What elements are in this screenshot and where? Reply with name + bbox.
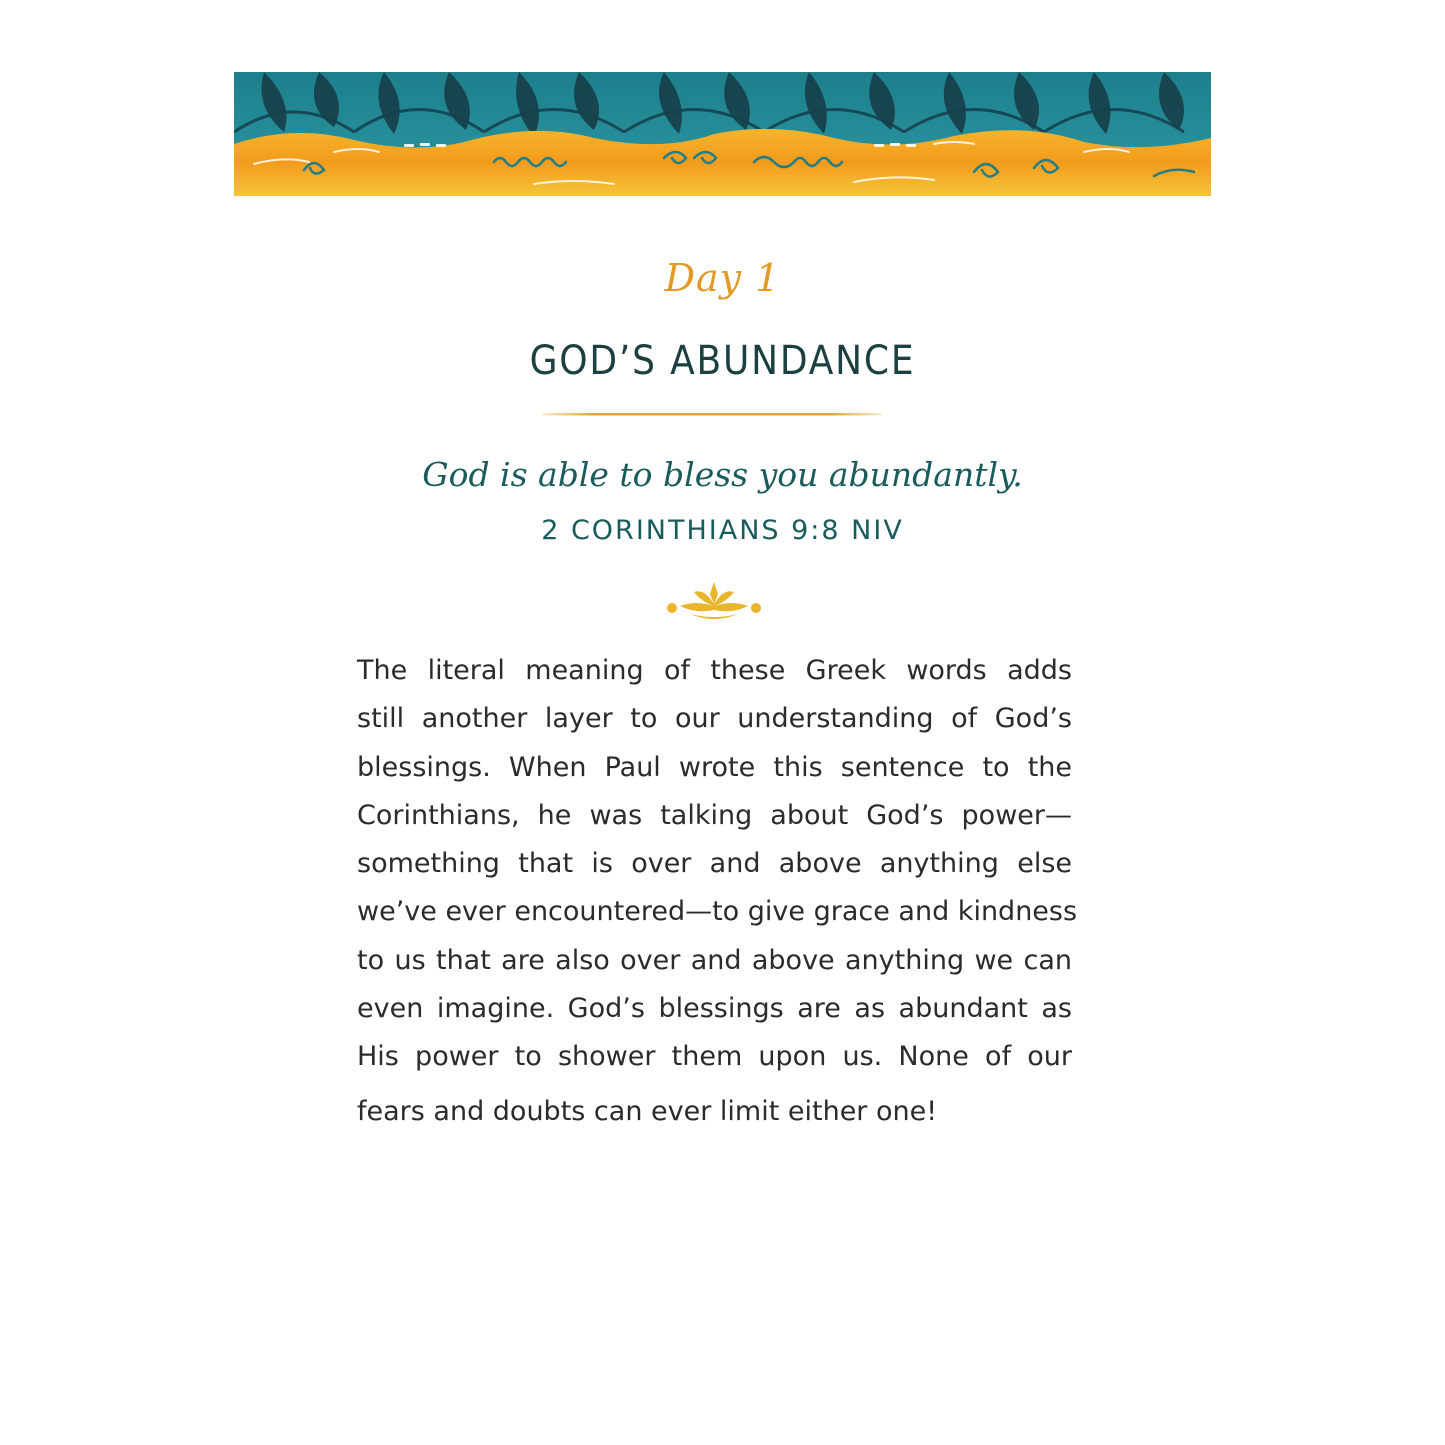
body-line: His power to shower them upon us. None of our bbox=[357, 1041, 1072, 1073]
body-line: still another layer to our understanding of God’s bbox=[357, 703, 1072, 735]
body-line: blessings. When Paul wrote this sentence to the bbox=[357, 751, 1072, 783]
scripture-reference: 2 CORINTHIANS 9:8 NIV bbox=[541, 515, 904, 546]
banner-pattern-icon bbox=[234, 72, 1211, 196]
decorative-banner bbox=[234, 72, 1211, 196]
body-line: The literal meaning of these Greek words adds bbox=[357, 655, 1072, 686]
body-line: fears and doubts can ever limit either one! bbox=[357, 1095, 938, 1127]
body-line: even imagine. God’s blessings are as abundant as bbox=[357, 993, 1072, 1025]
body-line: to us that are also over and above anything we can bbox=[357, 944, 1072, 976]
devotional-body bbox=[357, 647, 1078, 1136]
scripture-verse: God is able to bless you abundantly. bbox=[422, 455, 1023, 494]
body-line: we’ve ever encountered—to give grace and kindness bbox=[357, 896, 1078, 928]
title-divider bbox=[542, 413, 882, 416]
body-line: something that is over and above anything else bbox=[357, 848, 1072, 880]
flourish-icon bbox=[660, 580, 768, 624]
page-title: GOD’S ABUNDANCE bbox=[529, 338, 916, 384]
body-line: Corinthians, he was talking about God’s power— bbox=[357, 799, 1072, 831]
day-label: Day 1 bbox=[664, 256, 781, 300]
